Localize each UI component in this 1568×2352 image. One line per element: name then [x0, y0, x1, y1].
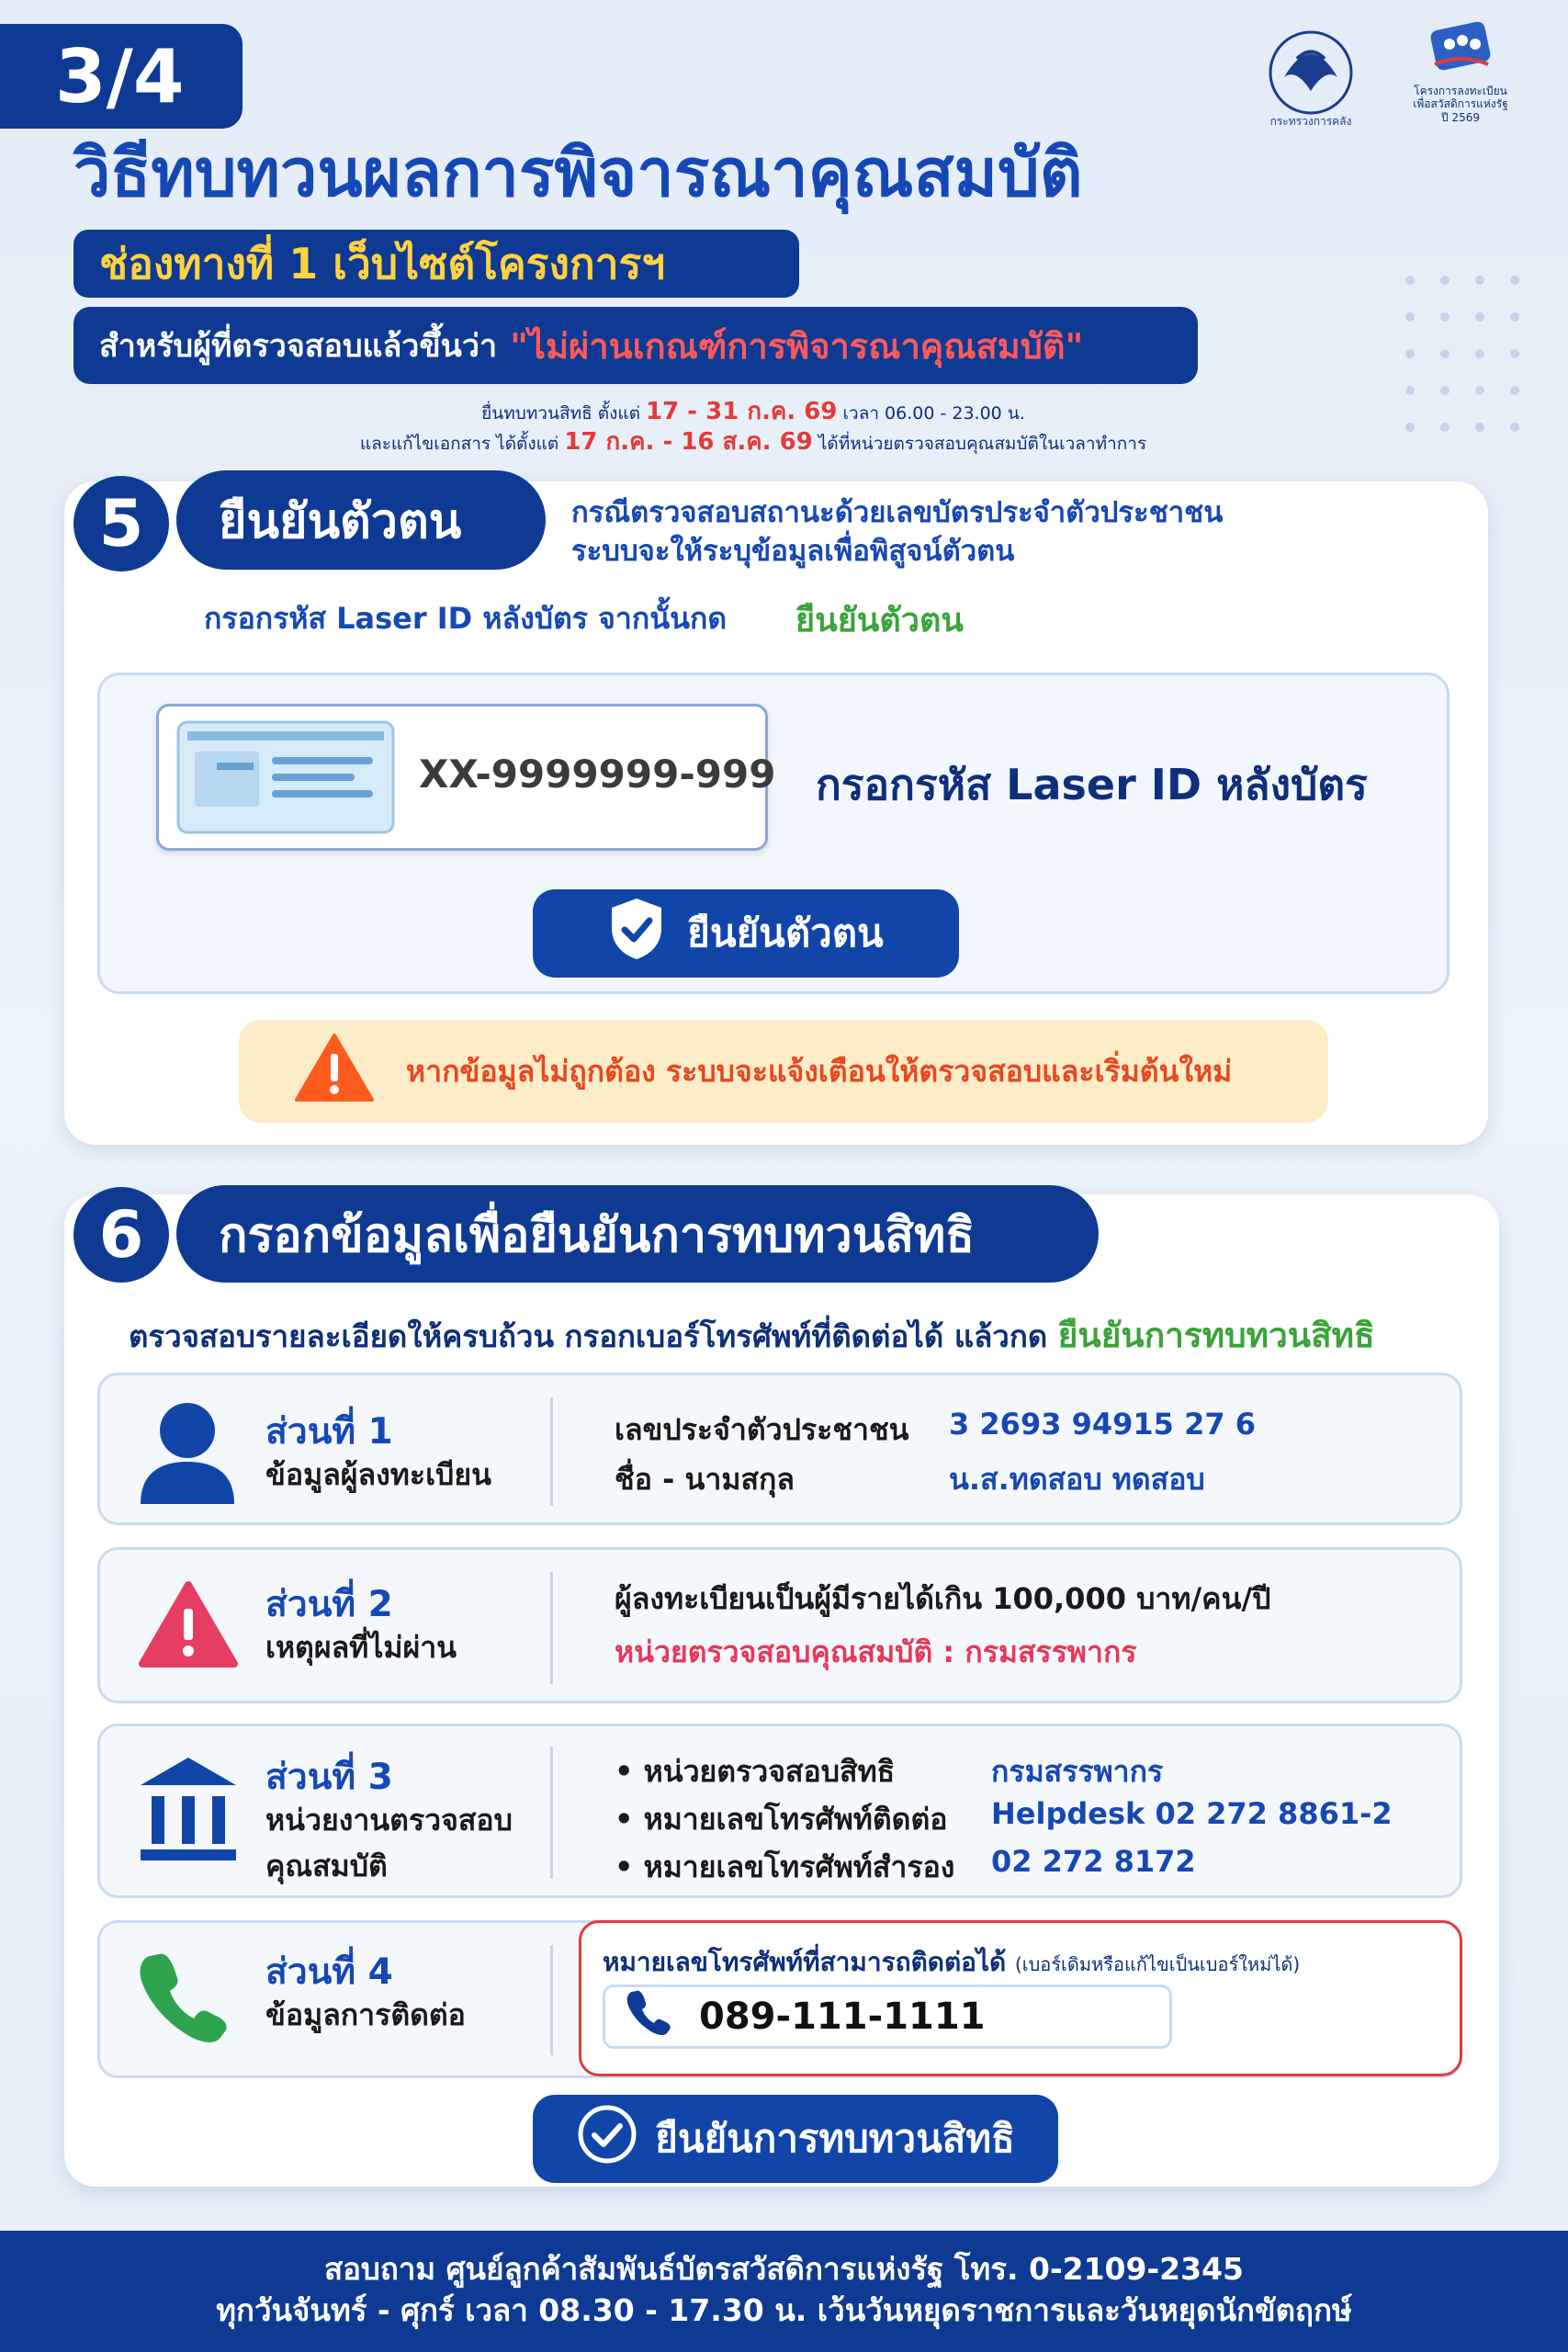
step5-desc-line1: กรณีตรวจสอบสถานะด้วยเลขบัตรประจำตัวประชาชน — [571, 496, 1224, 529]
decorative-dot — [1405, 276, 1415, 285]
step5-description — [571, 494, 1223, 571]
dates-line2-a: และแก้ไขเอกสาร ได้ตั้งแต่ — [359, 433, 559, 454]
section-4-divider — [550, 1945, 553, 2055]
logo2-text-2: เพื่อสวัสดิการแห่งรัฐ — [1413, 97, 1508, 111]
section-2-failure-reason — [97, 1547, 1462, 1703]
footer — [0, 2231, 1568, 2352]
decorative-dot — [1510, 386, 1519, 395]
dates-line1-red: 17 - 31 ก.ค. 69 — [646, 398, 838, 425]
section-2-title: ส่วนที่ 2 — [265, 1584, 393, 1625]
warning-text: หากข้อมูลไม่ถูกต้อง ระบบจะแจ้งเตือนให้ตรวจสอบและเริ่มต้นใหม่ — [406, 1053, 1233, 1089]
laser-id-value: XX-9999999-999 — [419, 752, 776, 797]
id-card-icon — [176, 720, 395, 834]
user-icon — [137, 1399, 238, 1511]
failure-reason-text: ผู้ลงทะเบียนเป็นผู้มีรายได้เกิน 100,000 บาท/คน/ปี — [615, 1581, 1271, 1616]
phone-number-value: 089-111-1111 — [699, 1996, 986, 2038]
decorative-dot — [1440, 386, 1450, 395]
subtitle-bar — [73, 307, 1198, 384]
decorative-dot — [1405, 349, 1415, 358]
phone-field-label-text: หมายเลขโทรศัพท์ที่สามารถติดต่อได้ — [603, 1947, 1007, 1977]
bank-building-icon — [137, 1754, 240, 1868]
decorative-dot — [1405, 423, 1415, 432]
phone-field-label — [603, 1942, 1300, 1983]
channel-label: ช่องทางที่ 1 เว็บไซต์โครงการฯ — [73, 230, 799, 298]
subtitle-highlight: "ไม่ผ่านเกณฑ์การพิจารณาคุณสมบัติ" — [510, 325, 1084, 367]
decorative-dot — [1510, 349, 1519, 358]
step6-instruction-text: ตรวจสอบรายละเอียดให้ครบถ้วน กรอกเบอร์โทรศัพท์ที่ติดต่อได้ แล้วกด — [129, 1318, 1048, 1354]
section-1-subtitle: ข้อมูลผู้ลงทะเบียน — [265, 1457, 491, 1492]
contact-phone-value[interactable]: Helpdesk 02 272 8861-2 — [991, 1796, 1393, 1831]
alert-icon — [137, 1579, 240, 1675]
checking-agency-text: หน่วยตรวจสอบคุณสมบัติ : กรมสรรพากร — [615, 1634, 1137, 1669]
section-3-divider — [550, 1747, 553, 1879]
footer-line1: สอบถาม ศูนย์ลูกค้าสัมพันธ์บัตรสวัสดิการแห่งรัฐ โทร. 0-2109-2345 — [323, 2251, 1245, 2287]
section-1-divider — [550, 1397, 553, 1506]
section-1-title: ส่วนที่ 1 — [265, 1411, 393, 1453]
step6-instruction — [129, 1308, 1375, 1363]
state-welfare-logo — [1405, 17, 1516, 141]
page-indicator: 3/4 — [0, 24, 243, 129]
date-info — [294, 397, 1213, 457]
phone-input-icon — [626, 1988, 671, 2045]
decorative-dot — [1440, 276, 1450, 285]
step5-title: ยืนยันตัวตน — [176, 470, 546, 570]
decorative-dot — [1440, 312, 1450, 322]
phone-number-input[interactable] — [603, 1984, 1172, 2049]
step6-number: 6 — [73, 1187, 169, 1283]
section-3-subtitle — [265, 1798, 513, 1889]
citizen-id-value: 3 2693 94915 27 6 — [949, 1407, 1257, 1442]
decorative-dot — [1405, 312, 1415, 322]
full-name-label: ชื่อ - นามสกุล — [615, 1462, 795, 1497]
contact-phone-label: • หมายเลขโทรศัพท์ติดต่อ — [615, 1802, 948, 1837]
section-2-subtitle: เหตุผลที่ไม่ผ่าน — [265, 1630, 457, 1665]
dates-line1-b: เวลา 06.00 - 23.00 น. — [842, 403, 1025, 424]
decorative-dot — [1510, 312, 1519, 322]
section-2-divider — [550, 1572, 553, 1684]
check-circle-icon — [576, 2103, 638, 2175]
agency-label: • หน่วยตรวจสอบสิทธิ — [615, 1754, 896, 1789]
step6-title: กรอกข้อมูลเพื่อยืนยันการทบทวนสิทธิ — [176, 1185, 1099, 1283]
decorative-dot — [1475, 386, 1484, 395]
verify-identity-button[interactable] — [533, 889, 959, 978]
step5-number: 5 — [73, 476, 169, 571]
decorative-dot — [1440, 349, 1450, 358]
section-3-subtitle-line2: คุณสมบัติ — [265, 1848, 388, 1883]
logo1-text: กระทรวงการคลัง — [1269, 115, 1352, 128]
section-3-checking-agency — [97, 1724, 1462, 1898]
citizen-id-label: เลขประจำตัวประชาชน — [615, 1412, 909, 1447]
full-name-value: น.ส.ทดสอบ ทดสอบ — [949, 1462, 1205, 1497]
decorative-dot — [1475, 349, 1484, 358]
decorative-dot — [1475, 312, 1484, 322]
phone-icon — [137, 1949, 229, 2048]
decorative-dot — [1475, 423, 1484, 432]
decorative-dot — [1475, 276, 1484, 285]
section-3-subtitle-line1: หน่วยงานตรวจสอบ — [265, 1803, 513, 1838]
agency-value: กรมสรรพากร — [991, 1754, 1164, 1789]
phone-field-note: (เบอร์เดิมหรือแก้ไขเป็นเบอร์ใหม่ได้) — [1014, 1953, 1301, 1975]
page-title: วิธีทบทวนผลการพิจารณาคุณสมบัติ — [73, 134, 1083, 211]
verify-button-label: ยืนยันตัวตน — [687, 910, 884, 956]
confirm-review-button[interactable] — [533, 2095, 1058, 2183]
decorative-dot — [1510, 423, 1519, 432]
section-4-subtitle: ข้อมูลการติดต่อ — [265, 1997, 466, 2032]
confirm-button-label: ยืนยันการทบทวนสิทธิ — [655, 2116, 1015, 2161]
warning-icon — [294, 1032, 375, 1111]
decorative-dots — [1405, 276, 1525, 441]
warning-banner — [239, 1020, 1328, 1123]
shield-check-icon — [608, 897, 665, 970]
section-3-title: ส่วนที่ 3 — [265, 1757, 393, 1798]
step6-instruction-action: ยืนยันการทบทวนสิทธิ — [1057, 1316, 1375, 1355]
step5-instruction: กรอกรหัส Laser ID หลังบัตร จากนั้นกด — [204, 601, 728, 636]
logo2-text-1: โครงการลงทะเบียน — [1414, 85, 1507, 97]
decorative-dot — [1405, 386, 1415, 395]
dates-line2-b: ได้ที่หน่วยตรวจสอบคุณสมบัติในเวลาทำการ — [818, 433, 1147, 454]
step5-desc-line2: ระบบจะให้ระบุข้อมูลเพื่อพิสูจน์ตัวตน — [571, 534, 1015, 568]
decorative-dot — [1510, 276, 1519, 285]
ministry-of-finance-logo — [1257, 22, 1365, 130]
laser-id-label: กรอกรหัส Laser ID หลังบัตร — [816, 760, 1368, 809]
dates-line1-a: ยื่นทบทวนสิทธิ ตั้งแต่ — [481, 403, 640, 424]
dates-line2-red: 17 ก.ค. - 16 ส.ค. 69 — [564, 427, 813, 456]
section-1-registrant-info — [97, 1373, 1462, 1525]
backup-phone-value[interactable]: 02 272 8172 — [991, 1844, 1196, 1879]
decorative-dot — [1440, 423, 1450, 432]
footer-line2: ทุกวันจันทร์ - ศุกร์ เวลา 08.30 - 17.30 น. เว้นวันหยุดราชการและวันหยุดนักขัตฤกษ์ — [216, 2291, 1352, 2328]
step5-instruction-action: ยืนยันตัวตน — [795, 602, 964, 639]
section-4-title: ส่วนที่ 4 — [265, 1951, 393, 1993]
logo2-text-3: ปี 2569 — [1441, 110, 1480, 124]
subtitle-prefix: สำหรับผู้ที่ตรวจสอบแล้วขึ้นว่า — [99, 328, 498, 365]
backup-phone-label: • หมายเลขโทรศัพท์สำรอง — [615, 1849, 955, 1884]
